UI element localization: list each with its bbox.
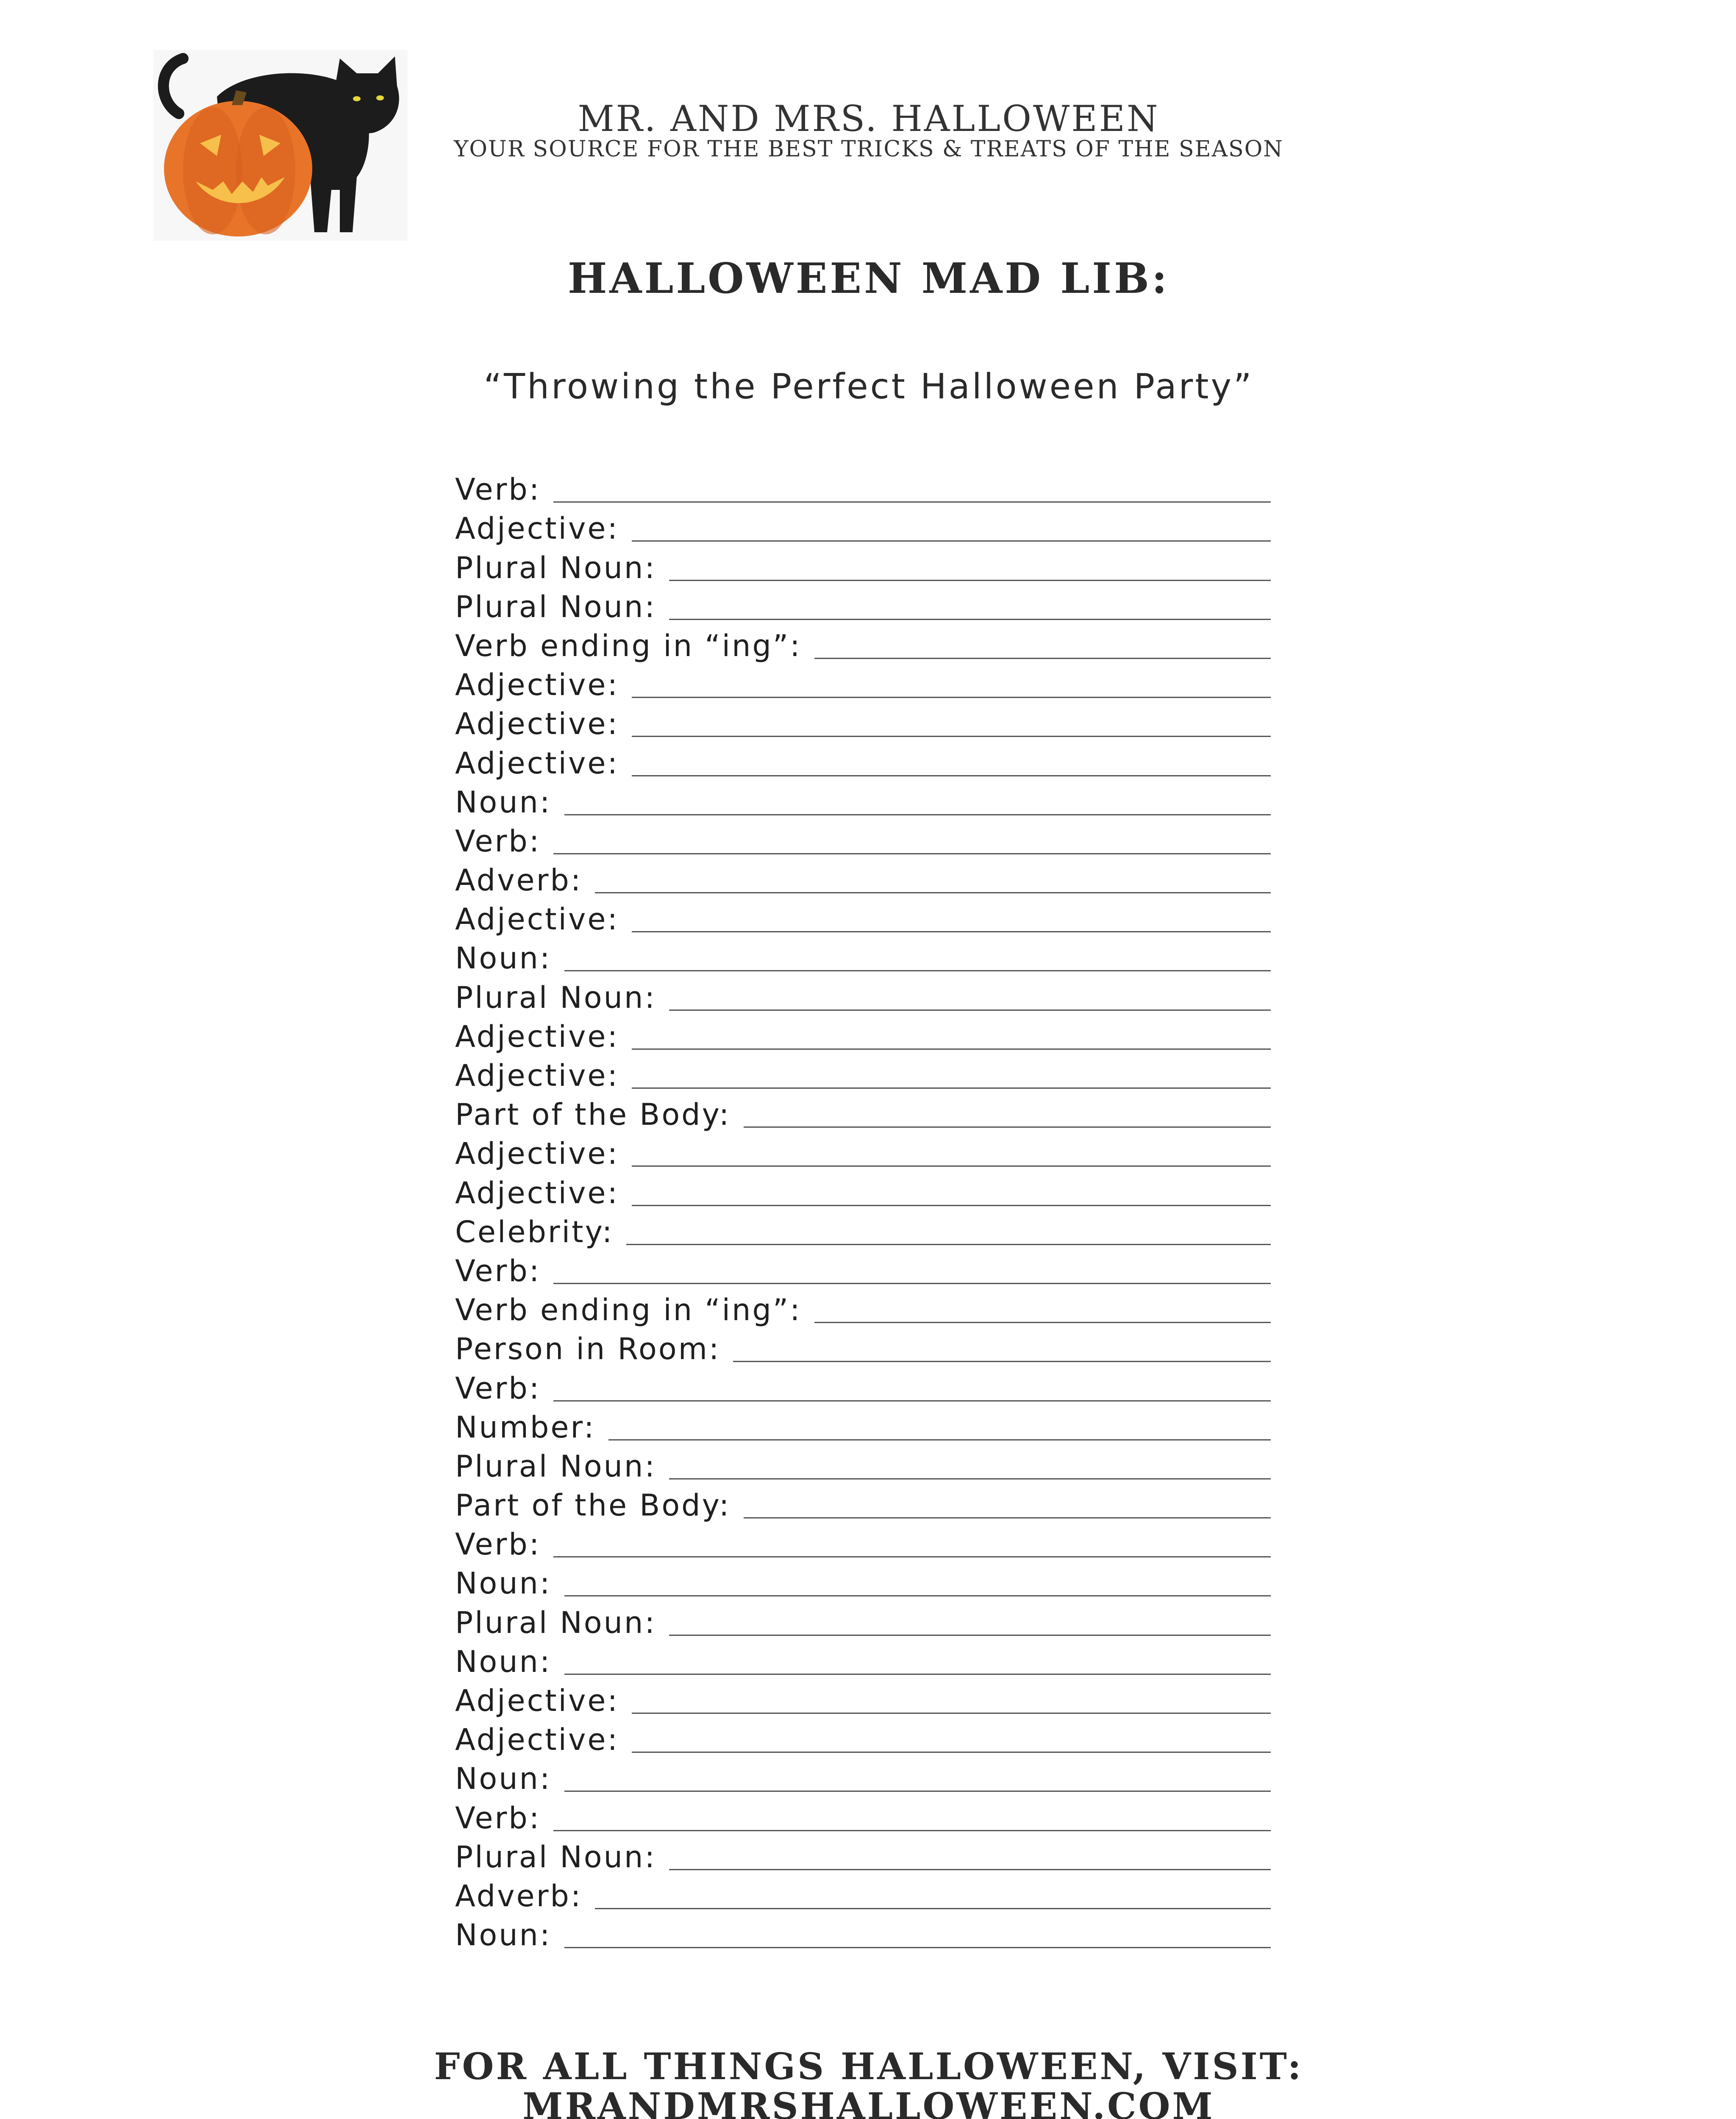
- blank-label: Plural Noun:: [455, 589, 656, 624]
- blank-fill-line[interactable]: [595, 1907, 1271, 1909]
- blank-fill-line[interactable]: [564, 1946, 1271, 1948]
- blank-row: [455, 1365, 1271, 1404]
- blank-label: Verb:: [455, 1527, 541, 1562]
- blank-label: Noun:: [455, 784, 552, 820]
- blank-label: Plural Noun:: [455, 1605, 656, 1640]
- blank-fill-line[interactable]: [595, 891, 1271, 893]
- blank-fill-line[interactable]: [733, 1360, 1271, 1362]
- blank-row: [455, 1912, 1271, 1951]
- blank-label: Adjective:: [455, 667, 619, 703]
- blank-fill-line[interactable]: [814, 657, 1271, 659]
- blank-label: Number:: [455, 1410, 596, 1445]
- blank-label: Verb:: [455, 1800, 541, 1835]
- blank-fill-line[interactable]: [553, 1829, 1271, 1831]
- blank-label: Noun:: [455, 1566, 552, 1601]
- blank-fill-line[interactable]: [669, 1477, 1271, 1479]
- blank-label: Adjective:: [455, 902, 619, 937]
- blank-fill-line[interactable]: [814, 1321, 1271, 1323]
- blank-label: Noun:: [455, 1761, 552, 1796]
- blank-row: [455, 1169, 1271, 1208]
- blank-label: Part of the Body:: [455, 1097, 731, 1132]
- blank-row: [455, 1482, 1271, 1521]
- logo: [153, 50, 408, 241]
- blank-row: [455, 701, 1271, 740]
- footer-line-1: FOR ALL THINGS HALLOWEEN, VISIT:: [434, 2045, 1303, 2088]
- footer: [381, 2047, 1356, 2119]
- blank-label: Noun:: [455, 1644, 552, 1679]
- blank-row: [455, 1130, 1271, 1169]
- blank-fill-line[interactable]: [632, 696, 1271, 698]
- blank-label: Adjective:: [455, 1058, 619, 1093]
- blank-row: [455, 1209, 1271, 1248]
- blank-row: [455, 662, 1271, 701]
- blank-label: Adverb:: [455, 1878, 583, 1913]
- blank-label: Verb:: [455, 472, 541, 507]
- blank-row: [455, 1794, 1271, 1833]
- blank-row: [455, 740, 1271, 779]
- blank-label: Adjective:: [455, 1019, 619, 1054]
- blank-fill-line[interactable]: [564, 1673, 1271, 1675]
- blank-row: [455, 1716, 1271, 1755]
- blank-row: [455, 1755, 1271, 1794]
- blank-row: [455, 896, 1271, 935]
- footer-website-link[interactable]: MRANDMRSHALLOWEEN.COM: [522, 2085, 1215, 2119]
- blank-row: [455, 1677, 1271, 1716]
- blank-fill-line[interactable]: [553, 501, 1271, 503]
- blank-row: [455, 818, 1271, 857]
- blank-row: [455, 1834, 1271, 1873]
- blank-label: Noun:: [455, 941, 552, 976]
- blank-label: Adverb:: [455, 863, 583, 898]
- blank-row: [455, 1326, 1271, 1365]
- blank-fill-line[interactable]: [632, 1712, 1271, 1714]
- story-title: “Throwing the Perfect Halloween Party”: [483, 367, 1254, 407]
- blank-fill-line[interactable]: [553, 1399, 1271, 1402]
- blank-label: Part of the Body:: [455, 1488, 731, 1523]
- brand-block: [381, 97, 1356, 162]
- brand-title: MR. AND MRS. HALLOWEEN: [578, 98, 1160, 139]
- blank-label: Adjective:: [455, 706, 619, 742]
- blank-label: Adjective:: [455, 1175, 619, 1210]
- blank-row: [455, 505, 1271, 544]
- blank-fill-line[interactable]: [626, 1243, 1271, 1245]
- blank-row: [455, 584, 1271, 623]
- page-title: HALLOWEEN MAD LIB:: [567, 254, 1170, 303]
- blank-row: [455, 1599, 1271, 1638]
- blank-row: [455, 1638, 1271, 1677]
- blank-row: [455, 1873, 1271, 1912]
- blank-fill-line[interactable]: [632, 1751, 1271, 1753]
- blank-label: Plural Noun:: [455, 1839, 656, 1874]
- blank-fill-line[interactable]: [632, 735, 1271, 737]
- blank-row: [455, 779, 1271, 818]
- blank-label: Person in Room:: [455, 1332, 721, 1367]
- blank-fill-line[interactable]: [632, 1165, 1271, 1167]
- blank-fill-line[interactable]: [632, 1048, 1271, 1050]
- blank-fill-line[interactable]: [744, 1516, 1271, 1518]
- black-cat-with-pumpkin-icon: [153, 50, 408, 241]
- blank-row: [455, 935, 1271, 974]
- blank-label: Verb ending in “ing”:: [455, 1293, 802, 1328]
- blank-fill-line[interactable]: [553, 1555, 1271, 1557]
- blank-fill-line[interactable]: [632, 1204, 1271, 1206]
- blank-row: [455, 1287, 1271, 1326]
- blank-row: [455, 1248, 1271, 1287]
- blank-label: Plural Noun:: [455, 980, 656, 1015]
- blank-row: [455, 1560, 1271, 1599]
- blank-label: Verb:: [455, 1253, 541, 1288]
- blank-row: [455, 1091, 1271, 1130]
- blank-label: Noun:: [455, 1918, 552, 1953]
- blank-row: [455, 974, 1271, 1013]
- blank-fill-line[interactable]: [632, 774, 1271, 776]
- blank-label: Adjective:: [455, 511, 619, 546]
- blank-fill-line[interactable]: [632, 1087, 1271, 1089]
- blank-fill-line[interactable]: [744, 1126, 1271, 1128]
- blank-label: Plural Noun:: [455, 1449, 656, 1484]
- blank-fill-line[interactable]: [632, 539, 1271, 542]
- blank-fill-line[interactable]: [553, 1282, 1271, 1284]
- blank-label: Adjective:: [455, 1136, 619, 1171]
- blank-fill-line[interactable]: [669, 1634, 1271, 1636]
- blank-row: [455, 1443, 1271, 1482]
- brand-tagline: YOUR SOURCE FOR THE BEST TRICKS & TREATS OF THE SEASON: [454, 136, 1283, 162]
- blank-label: Plural Noun:: [455, 550, 656, 585]
- blank-fill-line[interactable]: [669, 618, 1271, 620]
- blank-row: [455, 1052, 1271, 1091]
- blank-row: [455, 857, 1271, 896]
- blank-row: [455, 623, 1271, 662]
- blank-label: Adjective:: [455, 745, 619, 781]
- blank-label: Verb ending in “ing”:: [455, 628, 802, 663]
- blank-row: [455, 1013, 1271, 1052]
- blank-row: [455, 544, 1271, 583]
- blank-fill-line[interactable]: [553, 852, 1271, 854]
- blank-label: Adjective:: [455, 1683, 619, 1718]
- blank-fill-line[interactable]: [564, 813, 1271, 815]
- blank-label: Adjective:: [455, 1722, 619, 1757]
- blank-label: Celebrity:: [455, 1214, 614, 1249]
- blank-fill-line[interactable]: [564, 1790, 1271, 1792]
- blank-label: Verb:: [455, 823, 541, 859]
- blank-list: [455, 466, 1271, 1951]
- blank-fill-line[interactable]: [669, 1868, 1271, 1870]
- blank-fill-line[interactable]: [669, 579, 1271, 581]
- blank-fill-line[interactable]: [669, 1009, 1271, 1011]
- blank-row: [455, 466, 1271, 505]
- blank-label: Verb:: [455, 1371, 541, 1406]
- blank-row: [455, 1404, 1271, 1443]
- blank-fill-line[interactable]: [608, 1438, 1271, 1440]
- blank-fill-line[interactable]: [632, 930, 1271, 932]
- blank-fill-line[interactable]: [564, 1594, 1271, 1596]
- blank-row: [455, 1521, 1271, 1560]
- blank-fill-line[interactable]: [564, 969, 1271, 971]
